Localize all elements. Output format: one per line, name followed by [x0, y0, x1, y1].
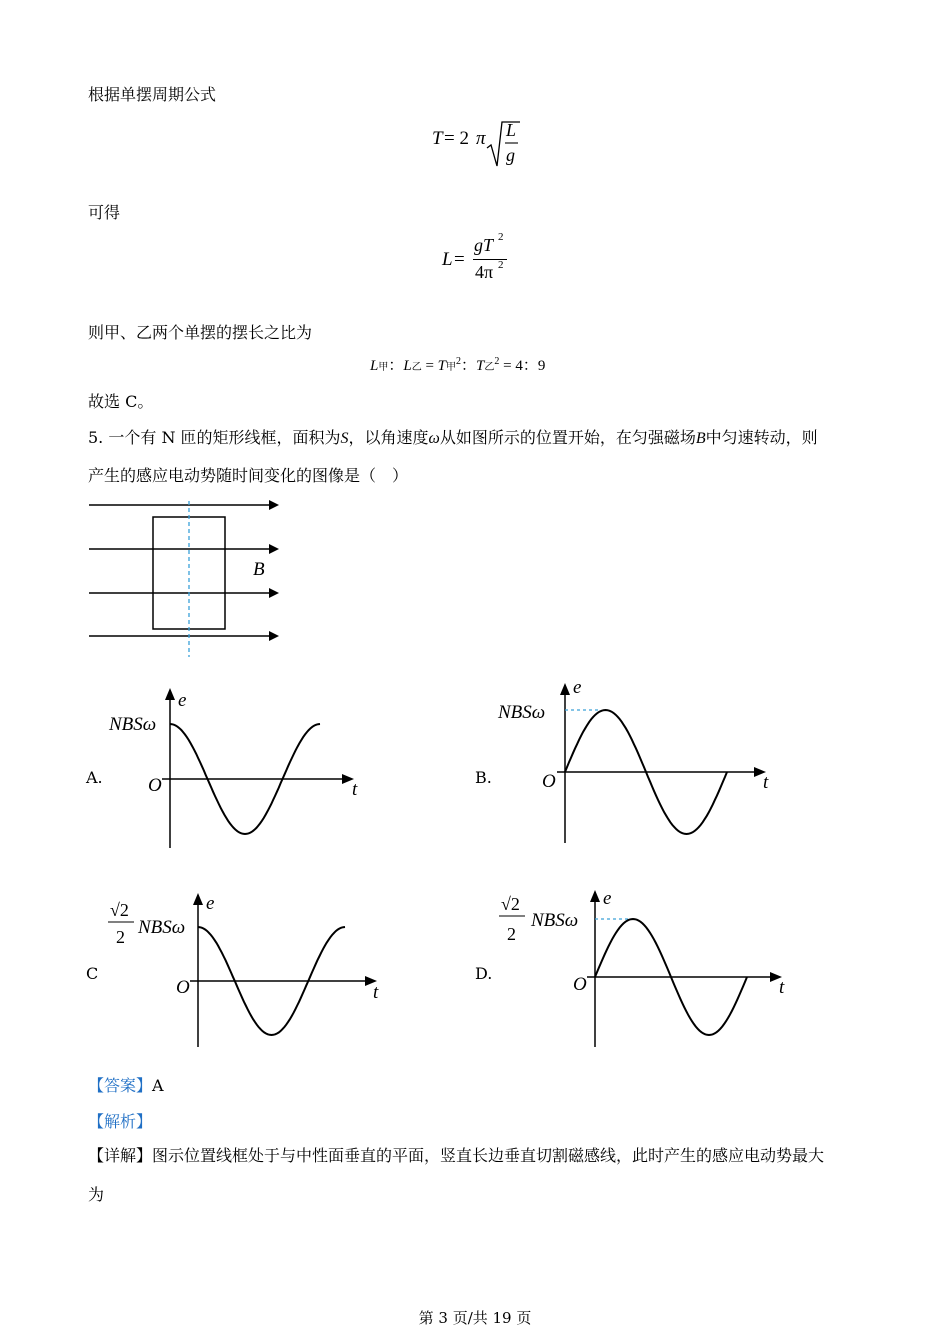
option-d-origin: O — [573, 974, 587, 995]
option-d-label[interactable]: D. — [475, 964, 493, 983]
ratio-result: = 4：9 — [499, 358, 546, 374]
ratio-exp1: 2 — [456, 356, 462, 367]
option-b-origin: O — [542, 771, 556, 792]
option-d-axis-t: t — [779, 977, 785, 998]
option-c-frac-den: 2 — [116, 927, 125, 947]
ratio-eq: = — [421, 358, 438, 374]
field-label: B — [253, 559, 265, 580]
formula-length-lhs: L — [442, 249, 453, 270]
option-c-axis-t: t — [373, 982, 379, 1003]
option-c-frac-num: √2 — [110, 900, 129, 920]
ratio-t1: T — [437, 358, 447, 374]
ratio-sub-jia: 甲 — [378, 362, 389, 373]
formula-period-eq: = 2 — [444, 128, 469, 149]
question-text-d: 中匀速转动，则 — [705, 428, 818, 447]
option-c-amplitude: NBSω — [138, 917, 186, 938]
option-b-axis-e: e — [573, 677, 582, 698]
option-d-amplitude: NBSω — [531, 910, 579, 931]
ratio-l1: L — [370, 358, 379, 374]
text-line-formula-intro: 根据单摆周期公式 — [88, 85, 217, 104]
ratio-l2: L — [403, 358, 412, 374]
analysis-tag: 【解析】 — [88, 1112, 153, 1131]
option-d-graph[interactable] — [495, 882, 795, 1052]
detail-tag: 【详解】 — [88, 1146, 153, 1165]
question-var-b: B — [695, 430, 706, 447]
page-footer: 第 3 页/共 19 页 — [418, 1309, 532, 1327]
option-c-axis-e: e — [206, 893, 215, 914]
option-a-axis-t: t — [352, 779, 358, 800]
ratio-sub-yi-2: 乙 — [484, 362, 495, 373]
answer-tag: 【答案】 — [88, 1076, 153, 1095]
formula-length-num-exp: 2 — [498, 231, 504, 243]
ratio-exp2: 2 — [494, 356, 500, 367]
text-line-derive: 可得 — [88, 203, 121, 222]
formula-length-den-exp: 2 — [498, 259, 504, 271]
option-d-frac-num: √2 — [501, 894, 520, 914]
option-a-label[interactable]: A. — [86, 768, 103, 787]
option-b-graph[interactable] — [495, 675, 780, 850]
detail-line-2: 为 — [88, 1185, 105, 1204]
answer-line — [88, 1073, 164, 1096]
text-line-ratio-intro: 则甲、乙两个单摆的摆长之比为 — [88, 323, 313, 342]
formula-length-eq: = — [454, 249, 465, 270]
formula-period-num: L — [506, 120, 517, 140]
option-b-axis-t: t — [763, 772, 769, 793]
formula-period-den: g — [506, 145, 515, 165]
option-a-axis-e: e — [178, 690, 187, 711]
question-text-c: 从如图所示的位置开始，在匀强磁场 — [439, 428, 696, 447]
question-line-1 — [88, 425, 818, 448]
ratio-formula — [370, 354, 545, 375]
detail-line-1 — [88, 1143, 824, 1166]
ratio-colon1: ： — [388, 358, 404, 374]
question-var-omega: ω — [428, 430, 440, 447]
formula-length-num: gT — [474, 235, 494, 255]
formula-period-pi: π — [476, 128, 486, 149]
option-d-frac-den: 2 — [507, 924, 516, 944]
option-a-origin: O — [148, 775, 162, 796]
answer-value: A — [152, 1076, 164, 1095]
text-line-conclusion: 故选 C。 — [88, 392, 154, 411]
ratio-t2: T — [476, 358, 485, 374]
ratio-colon2: ： — [461, 358, 477, 374]
formula-length-den: 4π — [475, 262, 494, 282]
option-a-graph[interactable] — [100, 680, 370, 855]
question-text-a: 5. 一个有 N 匝的矩形线框，面积为 — [88, 428, 341, 447]
option-c-origin: O — [176, 977, 190, 998]
formula-length — [440, 231, 530, 285]
field-figure — [85, 495, 290, 660]
question-line-2: 产生的感应电动势随时间变化的图像是（ ） — [88, 466, 409, 485]
option-c-label[interactable]: C — [86, 964, 99, 983]
option-b-label[interactable]: B. — [475, 768, 492, 787]
formula-period — [430, 118, 530, 173]
ratio-sub-jia-2: 甲 — [446, 362, 457, 373]
option-b-amplitude: NBSω — [498, 702, 546, 723]
question-var-s: S — [340, 430, 349, 447]
sqrt-sign — [486, 118, 522, 173]
formula-period-lhs: T — [432, 128, 443, 149]
question-text-b: ，以角速度 — [348, 428, 429, 447]
detail-text: 图示位置线框处于与中性面垂直的平面，竖直长边垂直切割磁感线，此时产生的感应电动势最大 — [152, 1146, 825, 1165]
option-a-amplitude: NBSω — [109, 714, 157, 735]
ratio-sub-yi: 乙 — [411, 362, 422, 373]
option-c-graph[interactable] — [100, 885, 390, 1055]
option-d-axis-e: e — [603, 888, 612, 909]
